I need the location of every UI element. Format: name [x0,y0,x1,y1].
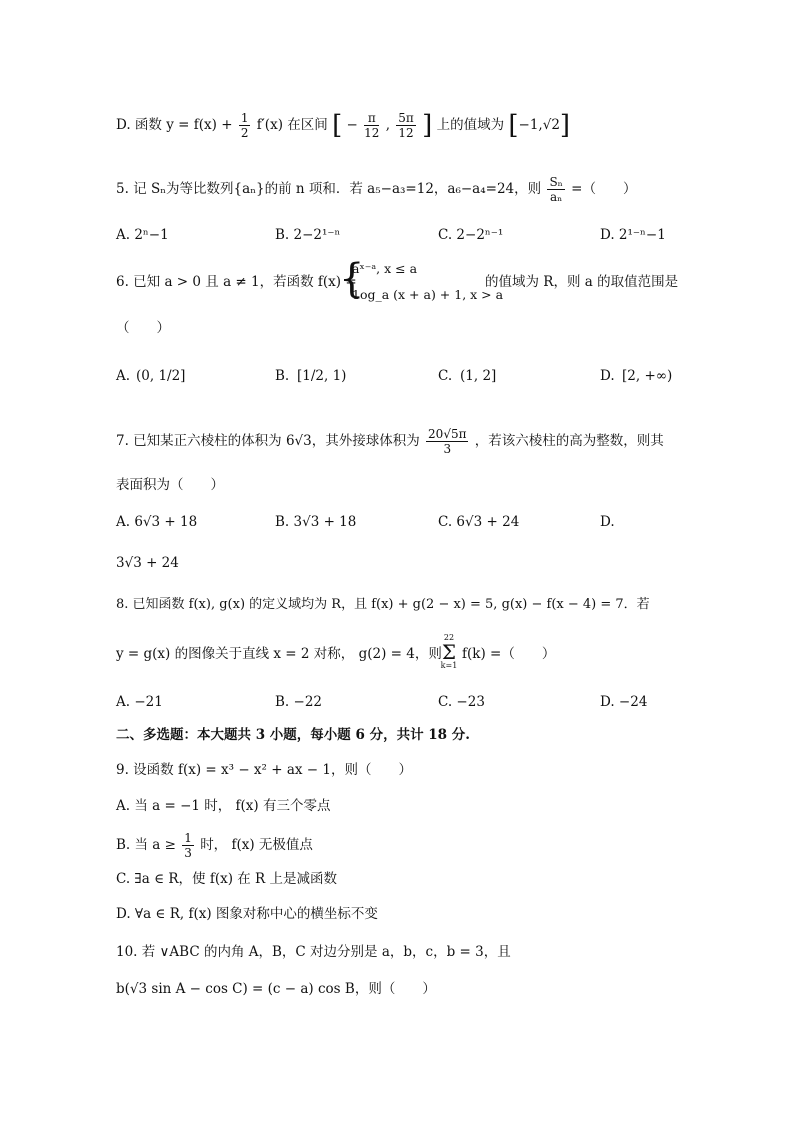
q6-option-b: [1/2, 1) [297,368,347,384]
q4-d-prefix: D. 函数 [116,117,162,133]
q10-stem-1: 10. 若 ∨ABC 的内角 A，B，C 对边分别是 a，b，c，b = 3，且 [116,944,511,960]
q9-option-c: C. ∃a ∈ R，使 f(x) 在 R 上是减函数 [116,871,338,887]
q7-option-c: C. 6√3 + 24 [438,514,520,530]
q5-fraction: $\frac{\text{Sₙ}}{\text{aₙ}}$ [549,175,563,204]
q6-option-d: [2, +∞) [622,368,673,384]
q9-option-a: A. 当 a = −1 时， f(x) 有三个零点 [116,798,331,814]
q8-option-c: C. −23 [438,694,485,710]
q5-tail: =（ ） [571,181,637,197]
q9-stem: 9. 设函数 f(x) = x³ − x² + ax − 1，则（ ） [116,762,412,778]
q8-summation [438,634,460,670]
q9-b-suffix: 时， f(x) 无极值点 [200,837,313,853]
q5-option-a: A. 2ⁿ−1 [116,227,169,243]
q6-piece-1: aˣ⁻ᵃ, x ≤ a [352,261,418,276]
q8-option-a: A. −21 [116,694,163,710]
q6-tail: 的值域为 R，则 a 的取值范围是 [485,274,679,290]
q9-option-b [116,832,313,859]
q4-left-bracket: [ [332,110,343,141]
q4-comma: , [385,117,390,133]
q7-fraction: $\frac{20√5\pi}{3}$ [428,427,467,456]
q8-sum-upper: 22 [443,633,455,642]
q7-option-d: D. [600,514,615,530]
q4-lb-sign: − [346,117,358,133]
q4-half-fraction: $\frac{1}{2}$ [240,111,249,140]
q4-range-text: 上的值域为 [436,117,505,133]
q9-b-prefix: B. 当 a ≥ [116,837,176,853]
q8-sum-symbol: Σ [441,640,457,664]
q8-stem-2a: y = g(x) 的图像关于直线 x = 2 对称， g(2) = 4，则 [116,646,442,662]
q4-upper-bound: $\frac{5\pi}{12}$ [398,111,414,140]
q6-option-d-label: D. [600,368,615,384]
q6-option-a: (0, 1/2] [136,368,186,384]
q8-option-d: D. −24 [600,694,648,710]
q5-stem-text: 5. 记 Sₙ为等比数列{aₙ}的前 n 项和．若 a₅−a₃=12，a₆−a₄=24，则 [116,181,542,197]
q7-stem-2-text: ，若该六棱柱的高为整数，则其 [474,433,664,449]
q5-option-c: C. 2−2ⁿ⁻¹ [438,227,504,243]
q10-stem-2: b(√3 sin A − cos C) = (c − a) cos B，则（ ） [116,981,436,997]
q5-option-d: D. 2¹⁻ⁿ−1 [600,227,666,243]
q6-paren: （ ） [116,320,170,336]
q4-option-d [116,112,570,139]
q9-b-fraction: $\frac{1}{3}$ [184,831,192,860]
q7-stem-1 [116,428,664,455]
q7-stem-1-text: 7. 已知某正六棱柱的体积为 6√3，其外接球体积为 [116,433,420,449]
q8-option-b: B. −22 [275,694,322,710]
q6-stem: 6. 已知 a > 0 且 a ≠ 1，若函数 f(x) = [116,274,357,290]
q7-option-b: B. 3√3 + 18 [275,514,357,530]
q4-y-expr: y = f(x) + [166,117,233,133]
q8-sum-lower: k=1 [440,661,458,670]
q9-option-d: D. ∀a ∈ R, f(x) 图象对称中心的横坐标不变 [116,906,378,922]
q4-interval-word: 在区间 [287,117,328,133]
q6-option-a-label: A. [116,368,131,384]
q6-piece-2: 1og_a (x + a) + 1, x > a [352,287,504,302]
q6-option-b-label: B. [275,368,290,384]
q4-range-lbracket: [ [508,110,519,141]
q4-range-rbracket: ] [559,110,571,141]
q4-lower-bound: $\frac{\pi}{12}$ [364,111,380,140]
q7-option-a: A. 6√3 + 18 [116,514,198,530]
q5-option-b: B. 2−2¹⁻ⁿ [275,227,341,243]
q7-stem-3: 表面积为（ ） [116,477,224,493]
q6-option-c: (1, 2] [460,368,497,384]
q6-piecewise-brace: { [339,256,365,302]
q4-range-value: −1,√2 [518,117,560,133]
q5-stem [116,176,636,203]
q4-fprime: f′(x) [256,117,283,133]
q8-stem-1: 8. 已知函数 f(x), g(x) 的定义域均为 R，且 f(x) + g(2 − x) = 5, g(x) − f(x − 4) = 7．若 [116,597,650,612]
q8-stem-2b: f(k) =（ ） [462,646,556,662]
q7-option-d-value: 3√3 + 24 [116,555,179,571]
q4-right-bracket: ] [422,110,433,141]
q6-option-c-label: C. [438,368,453,384]
section-2-heading: 二、多选题：本大题共 3 小题，每小题 6 分，共计 18 分. [116,727,470,743]
